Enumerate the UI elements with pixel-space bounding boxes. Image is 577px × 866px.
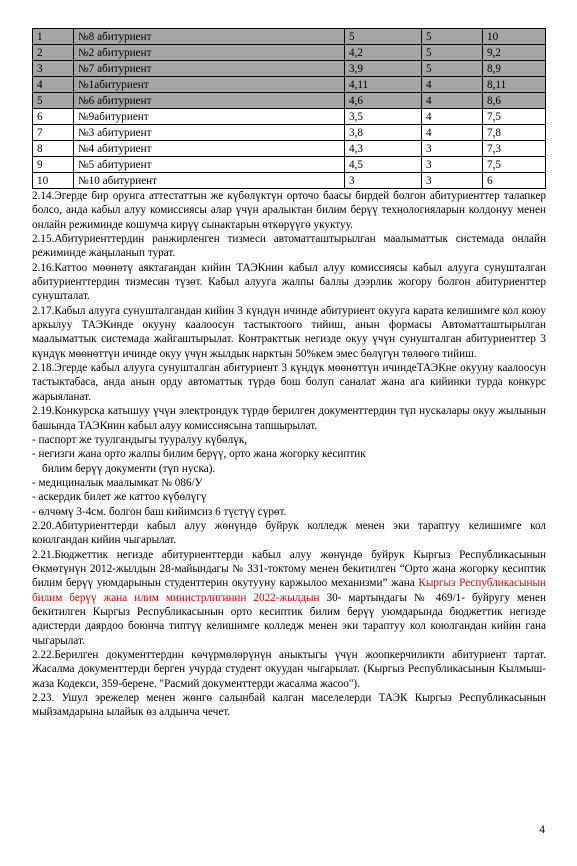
score-cell: 4 bbox=[422, 125, 483, 141]
list-item-military: - аскердик билет же каттоо күбөлүгү bbox=[32, 491, 207, 504]
list-item-photo: - өлчөмү 3-4см. болгон баш кийимсиз 6 түстүү сүрөт. bbox=[32, 505, 287, 518]
applicant-cell: №5 абитуриент bbox=[74, 157, 345, 173]
document-body bbox=[32, 189, 546, 720]
table-row bbox=[33, 61, 546, 77]
score-cell: 5 bbox=[422, 29, 483, 45]
total-cell: 7,5 bbox=[483, 157, 546, 173]
rank-cell: 5 bbox=[33, 93, 74, 109]
paragraph-2-17: 2.17.Кабыл алууга сунушталгандан кийин 3 күндүн ичинде абитуриент окууга карата келишимге кол коюу аркылуу ТАЭКинде окууну каалоосун тастыктоого тийиш, анын формасы Автоматташтырылган маалыматтык системада жайгаштырылат. Контракттык негизде окуу үчүн сунушталган абитуриенттер 3 күндүк мөөнөттүн ичинде окуу үчүн жылдык нарктын 50%кем эмес бөлүгүн төлөөгө тийиш. bbox=[32, 304, 546, 360]
rank-cell: 4 bbox=[33, 77, 74, 93]
total-cell: 6 bbox=[483, 173, 546, 189]
average-grade-cell: 4,5 bbox=[345, 157, 422, 173]
average-grade-cell: 3,5 bbox=[345, 109, 422, 125]
list-item-passport: - паспорт же туулгандыгы тууралуу күбөлүк, bbox=[32, 433, 248, 446]
table-row bbox=[33, 29, 546, 45]
paragraph-2-15: 2.15.Абитуриенттердин ранжирленген тизмеси автоматташтырылган маалыматтык системада онлайн режиминде жаңыланып турат. bbox=[32, 233, 546, 260]
table-row bbox=[33, 157, 546, 173]
paragraph-2-16: 2.16.Каттоо мөөнөтү аяктагандан кийин ТАЭКнин кабыл алуу комиссиясы кабыл алууга сунушталган абитуриенттердин тизмесин түзөт. Кабыл алууга жалпы баллы дээрлик жогору болгон абитуриенттер сунушталат. bbox=[32, 261, 546, 303]
applicant-cell: №8 абитуриент bbox=[74, 29, 345, 45]
list-item-education-doc: - негизги жана орто жалпы билим берүү, орто жана жогорку кесиптик bbox=[32, 448, 366, 461]
applicant-cell: №10 абитуриент bbox=[74, 173, 345, 189]
score-cell: 4 bbox=[422, 93, 483, 109]
average-grade-cell: 4,11 bbox=[345, 77, 422, 93]
rank-cell: 1 bbox=[33, 29, 74, 45]
score-cell: 3 bbox=[422, 173, 483, 189]
rank-cell: 9 bbox=[33, 157, 74, 173]
applicant-cell: №3 абитуриент bbox=[74, 125, 345, 141]
applicant-cell: №2 абитуриент bbox=[74, 45, 345, 61]
total-cell: 8,11 bbox=[483, 77, 546, 93]
rank-cell: 6 bbox=[33, 109, 74, 125]
applicant-cell: №4 абитуриент bbox=[74, 141, 345, 157]
paragraph-2-21-part-b: 30- мартындагы № 469/1- буйругу менен бекитилген Кыргыз Республикасынын орто кесиптик билим берүү уюмдарында бюджеттик негизде адистерди даярдоо боюнча типтүү келишимге колледж менен эки тараптуу кол коюлгандан кийин гана чыгарылат. bbox=[32, 591, 546, 647]
paragraph-2-23: 2.23. Ушул эрежелер менен жөнгө салынбай калган маселелерди ТАЭК Кыргыз Республикасынын мыйзамдарына ылайык өз алдынча чечет. bbox=[32, 692, 546, 719]
paragraph-2-21 bbox=[32, 548, 546, 648]
average-grade-cell: 3,9 bbox=[345, 61, 422, 77]
average-grade-cell: 5 bbox=[345, 29, 422, 45]
ranking-table-body bbox=[33, 29, 546, 189]
score-cell: 3 bbox=[422, 141, 483, 157]
rank-cell: 8 bbox=[33, 141, 74, 157]
list-item-medical: - медициналык маалымкат № 086/У bbox=[32, 476, 203, 489]
average-grade-cell: 3,8 bbox=[345, 125, 422, 141]
paragraph-2-14: 2.14.Эгерде бир орунга аттестаттын же күбөлүктүн орточо баасы бирдей болгон абитуриенттер талапкер болсо, анда кабыл алуу комиссиясы алар үчүн аралыктан билим берүү технологияларын колдонуу менен онлайн режиминде кошумча кирүү сынактарын өткөрүүгө укуктуу. bbox=[32, 190, 546, 231]
score-cell: 3 bbox=[422, 157, 483, 173]
rank-cell: 7 bbox=[33, 125, 74, 141]
applicant-cell: №1абитуриент bbox=[74, 77, 345, 93]
paragraph-2-19: 2.19.Конкурска катышуу үчүн электрондук түрдө берилген документтердин түп нускалары окуу жылынын башында ТАЭКнин кабыл алуу комиссиясына тапшырылат. bbox=[32, 405, 546, 432]
average-grade-cell: 4,2 bbox=[345, 45, 422, 61]
applicant-cell: №6 абитуриент bbox=[74, 93, 345, 109]
applicant-cell: №9абитуриент bbox=[74, 109, 345, 125]
score-cell: 5 bbox=[422, 45, 483, 61]
total-cell: 7,5 bbox=[483, 109, 546, 125]
table-row bbox=[33, 93, 546, 109]
table-row bbox=[33, 77, 546, 93]
list-item-education-doc-cont: билим берүү документи (түп нуска). bbox=[42, 462, 216, 475]
table-row bbox=[33, 125, 546, 141]
paragraph-2-18: 2.18.Эгерде кабыл алууга сунушталган абитуриент 3 күндүк мөөнөттүн ичиндеТАЭКне окууну каалоосун тастыктабаса, анда анын орду автоматтык түрдө бош болуп саналат жана ага кийинки турда конкурс жарыяланат. bbox=[32, 362, 546, 403]
score-cell: 5 bbox=[422, 61, 483, 77]
rank-cell: 2 bbox=[33, 45, 74, 61]
rank-cell: 3 bbox=[33, 61, 74, 77]
applicant-cell: №7 абитуриент bbox=[74, 61, 345, 77]
average-grade-cell: 4,6 bbox=[345, 93, 422, 109]
total-cell: 7,8 bbox=[483, 125, 546, 141]
total-cell: 8,6 bbox=[483, 93, 546, 109]
table-row bbox=[33, 173, 546, 189]
total-cell: 9,2 bbox=[483, 45, 546, 61]
rank-cell: 10 bbox=[33, 173, 74, 189]
ranking-table bbox=[32, 28, 546, 189]
paragraph-2-22: 2.22.Берилген документтердин көчүрмөлөрүнүн аныктыгы үчүн жоопкерчиликти абитуриент тартат. Жасалма документтерди берген учурда студент окуудан чыгарылат. (Кыргыз Республикасынын Кылмыш-жаза Кодекси, 359-берене. "Расмий документтерди жасалма жасоо"). bbox=[32, 649, 546, 690]
page-number: 4 bbox=[539, 824, 545, 836]
paragraph-2-21-part-a: 2.21.Бюджеттик негизде абитуриенттерди кабыл алуу жөнүндө буйрук Кыргыз Республикасынын Өкмөтүнүн 2012-жылдын 28-майындагы № 331-токтому менен бекитилген “Орто жана жогорку кесиптик билим берүү уюмдарынын студенттерин окутууну каржылоо механизми” жана bbox=[32, 548, 546, 590]
score-cell: 4 bbox=[422, 109, 483, 125]
total-cell: 8,9 bbox=[483, 61, 546, 77]
document-page bbox=[32, 28, 546, 720]
total-cell: 10 bbox=[483, 29, 546, 45]
table-row bbox=[33, 45, 546, 61]
paragraph-2-20: 2.20.Абитуриенттерди кабыл алуу жөнүндө буйрук колледж менен эки тараптуу келишимге кол коюлгандан кийин чыгарылат. bbox=[32, 519, 546, 547]
table-row bbox=[33, 109, 546, 125]
paragraph-2-21-highlight: Кыргыз Республикасынын билим берүү жана илим министрлигинин 2022-жылдын bbox=[32, 577, 546, 604]
average-grade-cell: 4,3 bbox=[345, 141, 422, 157]
total-cell: 7,3 bbox=[483, 141, 546, 157]
score-cell: 4 bbox=[422, 77, 483, 93]
table-row bbox=[33, 141, 546, 157]
average-grade-cell: 3 bbox=[345, 173, 422, 189]
